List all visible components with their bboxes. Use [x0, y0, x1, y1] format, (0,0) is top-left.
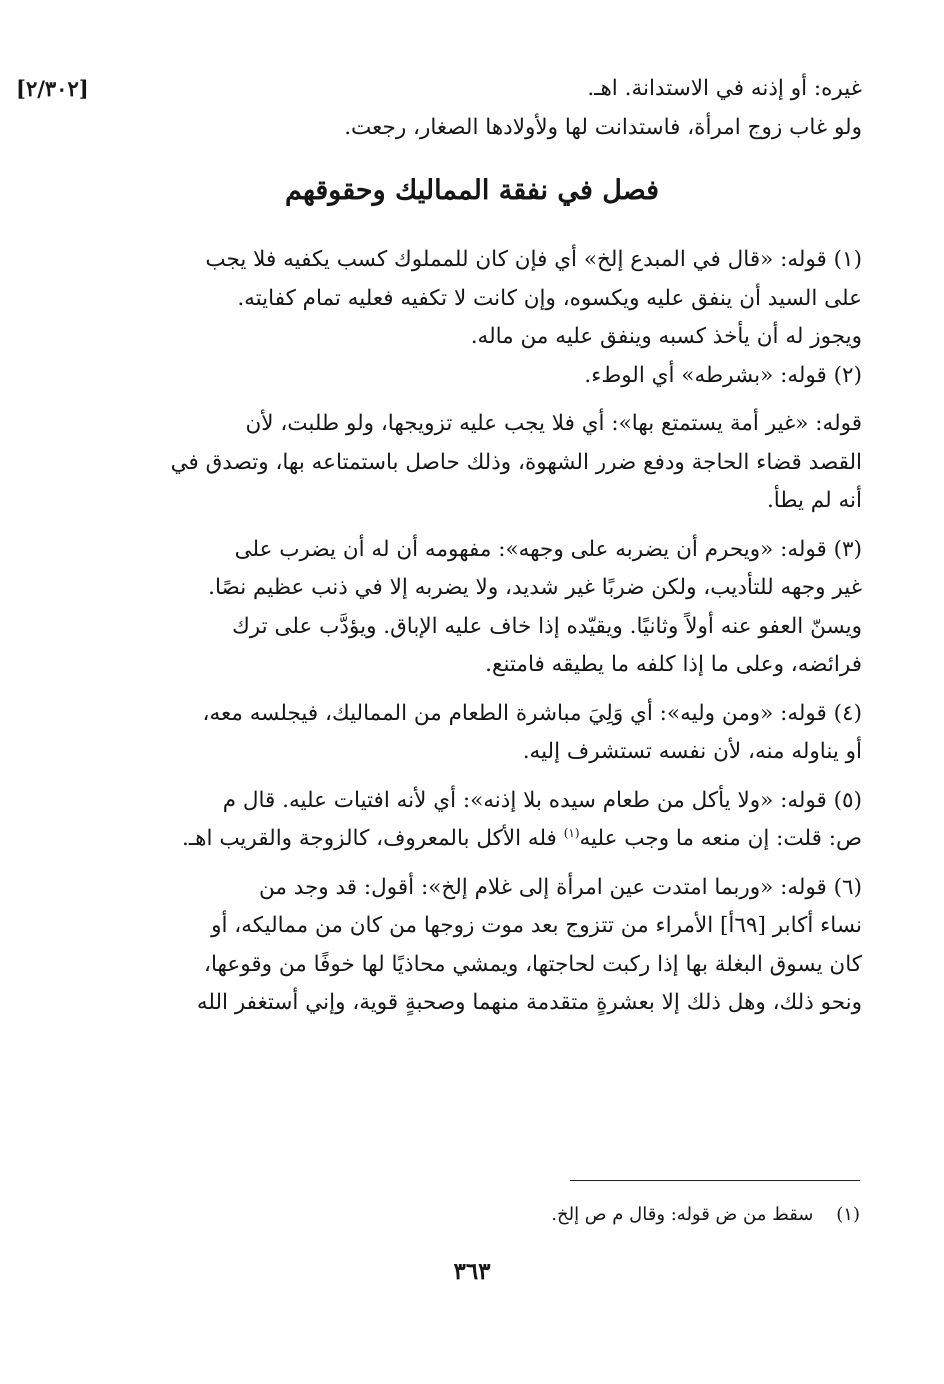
- text-line: القصد قضاء الحاجة ودفع ضرر الشهوة، وذلك حاصل باستمتاعه بها، وتصدق في: [170, 449, 862, 475]
- text-line: ويسنّ العفو عنه أولاً وثانيًا. ويقيّده إذا خاف عليه الإباق. ويؤدَّب على ترك: [232, 613, 862, 639]
- text-line: (١) قوله: «قال في المبدع إلخ» أي فإن كان للمملوك كسب يكفيه فلا يجب: [205, 247, 862, 272]
- text-line-with-footnote: [82, 820, 862, 859]
- text-segment: ص: قلت: إن منعه ما وجب عليه: [579, 826, 862, 851]
- footnote-marker: (١): [563, 825, 580, 840]
- footnote-text: سقط من ض قوله: وقال م ص إلخ.: [551, 1204, 814, 1225]
- text-line: (٢) قوله: «بشرطه» أي الوطء.: [584, 362, 862, 388]
- text-line: ونحو ذلك، وهل ذلك إلا بعشرةٍ متقدمة منهما وصحبةٍ قوية، وإني أستغفر الله: [196, 990, 862, 1015]
- text-line: نساء أكابر [٦٩أ] الأمراء من تتزوج بعد موت زوجها من كان من مماليكه، أو: [211, 913, 862, 938]
- text-line: (٣) قوله: «ويحرم أن يضربه على وجهه»: مفهومه أن له أن يضرب على: [234, 536, 862, 562]
- text-line: غير وجهه للتأديب، ولكن ضربًا غير شديد، ولا يضربه إلا في ذنب عظيم نصًا.: [208, 575, 862, 600]
- text-line: ولو غاب زوج امرأة، فاستدانت لها ولأولادها الصغار، رجعت.: [344, 114, 862, 140]
- main-text: [82, 70, 862, 1023]
- text-line: كان يسوق البغلة بها إذا ركبت لحاجتها، ويمشي محاذيًا لها خوفًا من وقوعها،: [204, 951, 862, 977]
- text-line: (٥) قوله: «ولا يأكل من طعام سيده بلا إذنه»: أي لأنه افتيات عليه. قال م: [222, 787, 862, 813]
- text-line: (٦) قوله: «وربما امتدت عين امرأة إلى غلام إلخ»: أقول: قد وجد من: [259, 874, 862, 900]
- text-line: (٤) قوله: «ومن وليه»: أي وَلِيَ مباشرة الطعام من المماليك، فيجلسه معه،: [202, 700, 862, 726]
- text-segment: فله الأكل بالمعروف، كالزوجة والقريب اهـ.: [182, 826, 557, 851]
- footnote-divider: [570, 1180, 860, 1181]
- text-line: أو يناوله منه، لأن نفسه تستشرف إليه.: [522, 739, 862, 764]
- text-line: فرائضه، وعلى ما إذا كلفه ما يطيقه فامتنع.: [485, 652, 862, 677]
- text-line: غيره: أو إذنه في الاستدانة. اهـ.: [587, 76, 862, 101]
- volume-page-reference: [٢/٣٠٢]: [16, 76, 89, 101]
- text-line: ويجوز له أن يأخذ كسبه وينفق عليه من ماله.: [470, 324, 862, 349]
- footnote-number: (١): [836, 1204, 860, 1225]
- text-line: على السيد أن ينفق عليه ويكسوه، وإن كانت لا تكفيه فعليه تمام كفايته.: [237, 285, 862, 311]
- text-line: أنه لم يطأ.: [766, 488, 862, 513]
- footnote: [82, 1200, 860, 1230]
- page-number: ٣٦٣: [453, 1258, 491, 1285]
- section-heading: فصل في نفقة المماليك وحقوقهم: [284, 175, 660, 206]
- text-line: قوله: «غير أمة يستمتع بها»: أي فلا يجب عليه تزويجها، ولو طلبت، لأن: [245, 411, 862, 436]
